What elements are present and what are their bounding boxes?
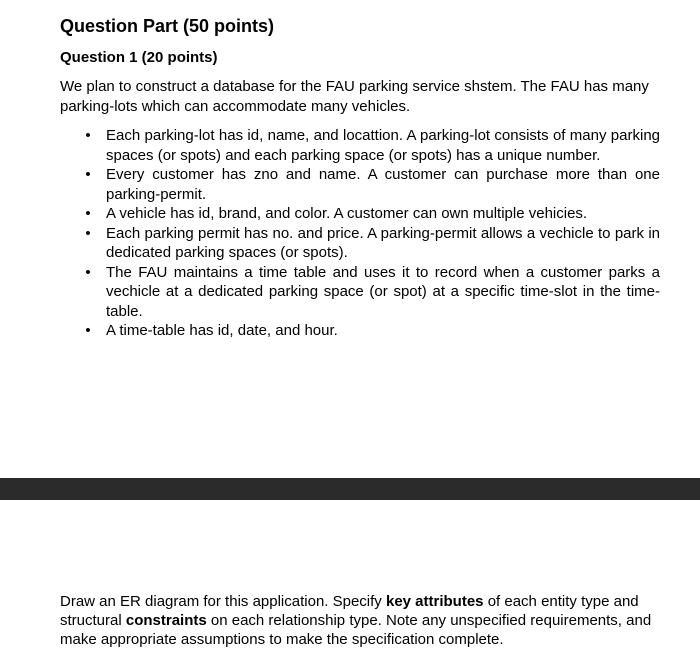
question-title: Question 1 (20 points) bbox=[60, 49, 218, 66]
part-title: Question Part (50 points) bbox=[60, 16, 275, 36]
requirements-list bbox=[60, 126, 660, 341]
page-divider bbox=[0, 478, 700, 500]
list-item bbox=[60, 165, 660, 204]
list-item bbox=[60, 204, 660, 224]
list-item bbox=[60, 263, 660, 322]
list-item-text: The FAU maintains a time table and uses it to record when a customer parks a vechicle at a dedicated parking space (or spot) at a specific time-slot in the time-table. bbox=[106, 263, 660, 320]
task-bold-key-attributes: key attributes bbox=[385, 593, 484, 610]
list-item bbox=[60, 224, 660, 263]
bullet-icon: • bbox=[85, 322, 91, 339]
task-text-3: on each relationship type. Note any unspecified requirements, and make appropriate assumptions to make the specification complete. bbox=[60, 612, 652, 648]
bullet-icon: • bbox=[85, 263, 91, 281]
task-paragraph bbox=[60, 592, 662, 649]
bullet-icon: • bbox=[85, 205, 91, 222]
list-item bbox=[60, 126, 660, 165]
intro-paragraph: We plan to construct a database for the FAU parking service shstem. The FAU has many parking-lots which can accommodate many vehicles. bbox=[60, 78, 649, 115]
list-item-text: A time-table has id, date, and hour. bbox=[106, 322, 338, 339]
list-item bbox=[60, 321, 660, 341]
task-text-2: of each entity type and structural bbox=[60, 593, 639, 629]
task-text-1: Draw an ER diagram for this application. Specify bbox=[60, 593, 386, 610]
bullet-icon: • bbox=[85, 166, 91, 183]
list-item-text: Every customer has zno and name. A customer can purchase more than one parking-permit. bbox=[106, 166, 660, 203]
list-item-text: Each parking permit has no. and price. A parking-permit allows a vechicle to park in dedicated parking spaces (or spots). bbox=[106, 224, 660, 261]
bullet-icon: • bbox=[85, 127, 91, 144]
list-item-text: A vehicle has id, brand, and color. A customer can own multiple vehicies. bbox=[106, 205, 588, 222]
task-bold-constraints: constraints bbox=[125, 612, 207, 629]
list-item-text: Each parking-lot has id, name, and locattion. A parking-lot consists of many parking spaces (or spots) and each parking space (or spots) has a unique number. bbox=[106, 127, 660, 164]
bullet-icon: • bbox=[85, 224, 91, 242]
